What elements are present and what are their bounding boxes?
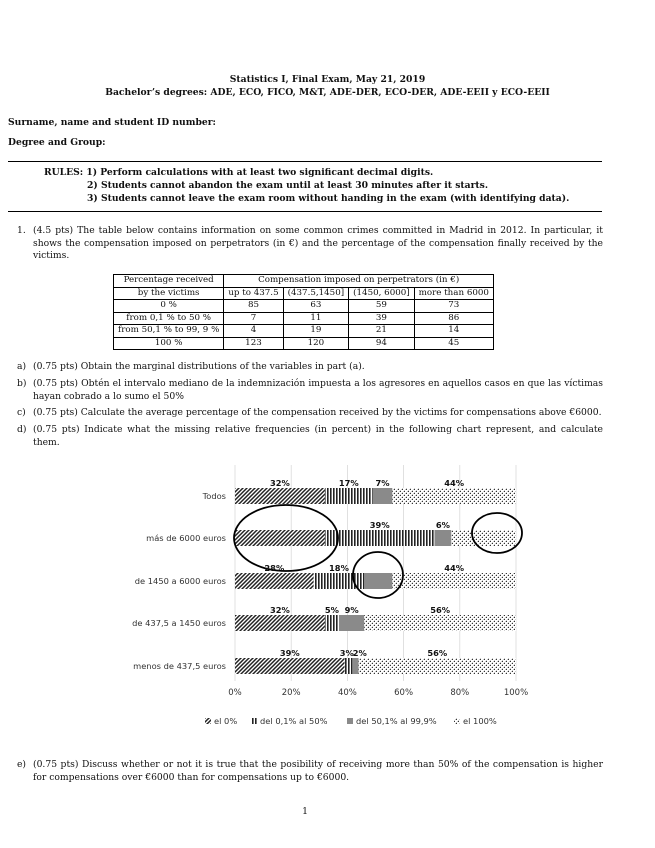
part-text: (0.75 pts) Calculate the average percentage of the compensation received by the victims for compensations above €6000. (33, 407, 602, 418)
table-cell: 21 (349, 325, 415, 338)
part-text: (0.75 pts) Obtén el intervalo mediano de la indemnización impuesta a los agresores en aquellos casos en que las víctimas hayan cobrado a lo sumo el 50% (33, 378, 603, 402)
x-tick-label: 100% (503, 688, 529, 698)
data-label: 6% (435, 520, 450, 530)
bar-segment (235, 530, 325, 546)
data-label: 32% (270, 478, 290, 488)
part-text: (0.75 pts) Discuss whether or not it is true that the posibility of receiving more than 50% of the compensation is higher for compensations over €6000 than for compensations up to €6000. (33, 759, 603, 783)
table-row (114, 312, 494, 325)
part-label: e) (17, 759, 27, 770)
part-b (17, 378, 603, 403)
bar-segment (353, 658, 359, 674)
chart-bars (235, 488, 516, 674)
data-label: 44% (444, 563, 465, 573)
table-subheader-row (114, 287, 494, 300)
part-a (17, 361, 603, 374)
page-number: 1 (302, 806, 308, 817)
question-1-text: (4.5 pts) The table below contains information on some common crimes committed in Madrid in 2012. In particular, it shows the compensation imposed on perpetrators (in €) and the percentage of the compensation finally received by the victims. (33, 225, 603, 261)
column-header: more than 6000 (414, 287, 493, 300)
bar-segment (345, 658, 353, 674)
degrees-line: Bachelor’s degrees: ADE, ECO, FICO, M&T, ADE-DER, ECO-DER, ADE-EEII y ECO-EEII (105, 87, 550, 98)
bar-segment (364, 573, 392, 589)
table-cell: 85 (224, 300, 283, 313)
rule-1: RULES: 1) Perform calculations with at least two significant decimal digits. (44, 167, 434, 178)
table-cell: 63 (283, 300, 349, 313)
row-label: 0 % (114, 300, 224, 313)
legend-label: del 0,1% al 50% (260, 716, 328, 726)
table-header-row (114, 275, 494, 288)
x-tick-label: 40% (337, 688, 357, 698)
x-tick-label: 60% (394, 688, 414, 698)
data-label: 32% (270, 605, 290, 615)
table-cell: 11 (283, 312, 349, 325)
bar-segment (373, 488, 393, 504)
table-cell: 123 (224, 337, 283, 350)
crime-table (113, 274, 494, 350)
part-text: (0.75 pts) Indicate what the missing relative frequencies (in percent) in the following chart represent, and calculate them. (33, 424, 603, 448)
bar-segment (325, 615, 339, 631)
category-label: más de 6000 euros (146, 533, 226, 543)
table-cell: 7 (224, 312, 283, 325)
table-row (114, 325, 494, 338)
row-label: from 50,1 % to 99, 9 % (114, 325, 224, 338)
data-label: 9% (344, 605, 359, 615)
data-label: 39% (369, 520, 390, 530)
column-header: (1450, 6000] (349, 287, 415, 300)
data-label: 39% (279, 648, 300, 658)
question-1-intro (17, 225, 603, 263)
bar-segment (392, 573, 516, 589)
table-cell: 120 (283, 337, 349, 350)
part-e (17, 759, 603, 784)
data-label: 5% (324, 605, 339, 615)
exam-title: Statistics I, Final Exam, May 21, 2019 (229, 74, 426, 85)
category-label: menos de 437,5 euros (133, 661, 226, 671)
bar-segment (235, 573, 314, 589)
legend-label: el 0% (214, 716, 238, 726)
group-label: Degree and Group: (8, 137, 106, 148)
data-label: 3% (339, 648, 354, 658)
legend-swatch (454, 718, 460, 724)
bar-segment (364, 615, 516, 631)
legend-swatch (347, 718, 353, 724)
data-label: 56% (427, 648, 448, 658)
row-header-1: Percentage received (114, 275, 224, 288)
stacked-bar-chart (0, 455, 655, 740)
table-cell: 19 (283, 325, 349, 338)
table-cell: 59 (349, 300, 415, 313)
rules-top-divider (8, 161, 602, 162)
bar-segment (359, 658, 516, 674)
rule-2: 2) Students cannot abandon the exam until at least 30 minutes after it starts. (87, 180, 489, 191)
table-cell: 86 (414, 312, 493, 325)
bar-segment (451, 530, 516, 546)
bar-segment (235, 658, 345, 674)
column-header: up to 437.5 (224, 287, 283, 300)
row-label: from 0,1 % to 50 % (114, 312, 224, 325)
table-cell: 4 (224, 325, 283, 338)
chart-legend (205, 716, 497, 726)
legend-label: el 100% (463, 716, 497, 726)
part-text: (0.75 pts) Obtain the marginal distributions of the variables in part (a). (33, 361, 365, 372)
question-number: 1. (17, 225, 26, 236)
rules-bottom-divider (8, 211, 602, 212)
legend-swatch (251, 718, 257, 724)
data-label: 56% (430, 605, 451, 615)
data-label: 44% (444, 478, 465, 488)
name-label: Surname, name and student ID number: (8, 117, 216, 128)
table-row (114, 300, 494, 313)
bar-segment (235, 488, 325, 504)
part-c (17, 407, 603, 420)
table-cell: 39 (349, 312, 415, 325)
table-row (114, 337, 494, 350)
part-label: c) (17, 407, 26, 418)
legend-label: del 50,1% al 99,9% (356, 716, 437, 726)
row-header-2: by the victims (114, 287, 224, 300)
table-cell: 73 (414, 300, 493, 313)
table-cell: 14 (414, 325, 493, 338)
part-label: b) (17, 378, 27, 389)
bar-segment (235, 615, 325, 631)
part-d (17, 424, 603, 449)
part-label: a) (17, 361, 27, 372)
column-group-header: Compensation imposed on perpetrators (in €) (224, 275, 494, 288)
x-tick-label: 80% (450, 688, 470, 698)
x-tick-label: 20% (281, 688, 301, 698)
bar-segment (339, 615, 364, 631)
bar-segment (435, 530, 452, 546)
legend-swatch (205, 718, 211, 724)
data-label: 28% (264, 563, 285, 573)
data-label: 2% (352, 648, 367, 658)
category-label: Todos (202, 491, 226, 501)
column-header: (437.5,1450] (283, 287, 349, 300)
rule-3: 3) Students cannot leave the exam room without handing in the exam (with identifying data). (87, 193, 570, 204)
row-label: 100 % (114, 337, 224, 350)
bar-segment (325, 488, 373, 504)
part-label: d) (17, 424, 27, 435)
data-label: 7% (375, 478, 390, 488)
bar-segment (325, 530, 435, 546)
bar-segment (392, 488, 516, 504)
table-cell: 45 (414, 337, 493, 350)
data-label: 18% (329, 563, 349, 573)
data-label: 17% (338, 478, 359, 488)
table-cell: 94 (349, 337, 415, 350)
x-tick-label: 0% (228, 688, 242, 698)
category-label: de 437,5 a 1450 euros (132, 618, 226, 628)
category-label: de 1450 a 6000 euros (134, 576, 226, 586)
